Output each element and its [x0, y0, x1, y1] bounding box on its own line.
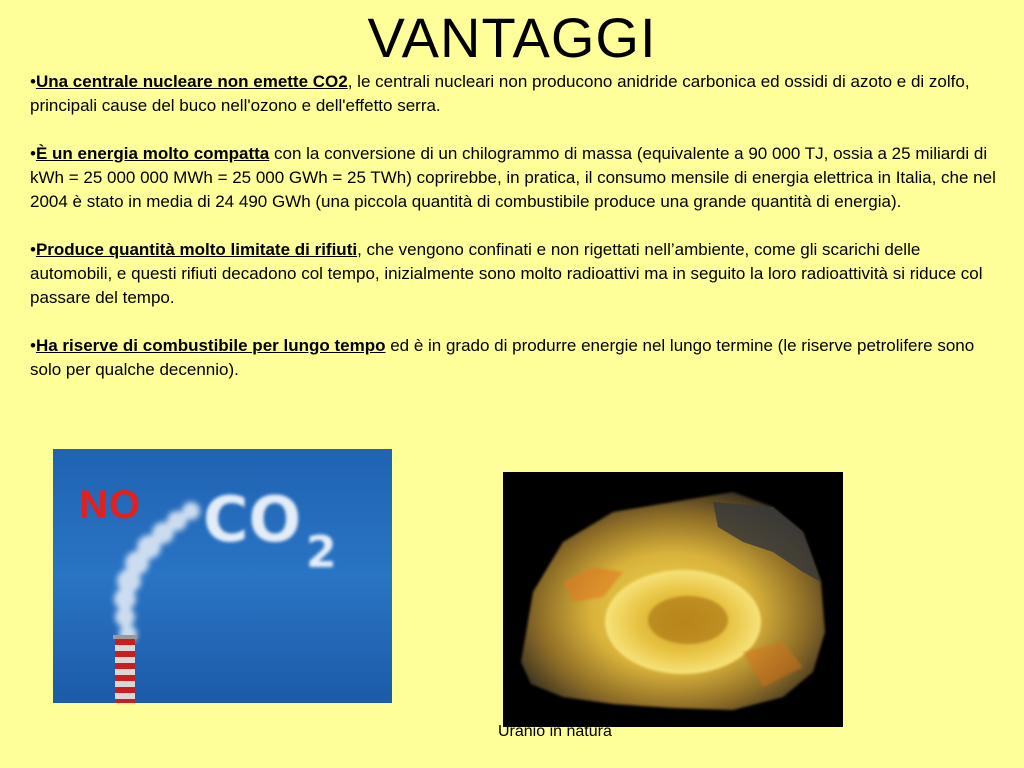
bullet-headline: Una centrale nucleare non emette CO2 [35, 72, 348, 91]
bullet-marker: • [30, 336, 36, 355]
bullet-item [30, 70, 998, 118]
bullet-text: , le centrali nucleari non producono anidride carbonica ed ossidi di azoto e di zolfo, principali cause del buco nell'ozono e dell'effetto serra. [30, 72, 970, 115]
bullet-item [30, 142, 998, 214]
bullet-marker: • [30, 72, 36, 91]
bullet-item [30, 334, 998, 382]
bullet-marker: • [30, 144, 36, 163]
bullet-text: con la conversione di un chilogrammo di massa (equivalente a 90 000 TJ, ossia a 25 miliardi di kWh = 25 000 000 MWh = 25 000 GWh = 25 TWh) coprirebbe, in pratica, il consumo mensile di energia elettrica in Italia, che nel 2004 è stato in media di 24 490 GWh (una piccola quantità di combustibile produce una grande quantità di energia). [30, 144, 996, 211]
bullet-headline: È un energia molto compatta [35, 144, 270, 163]
bullet-marker: • [30, 240, 36, 259]
bullet-text: , che vengono confinati e non rigettati nell’ambiente, come gli scarichi delle automobili, e questi rifiuti decadono col tempo, inizialmente sono molto radioattivi ma in seguito la loro radioattività si riduce col passare del tempo. [30, 240, 983, 307]
uranium-rock-illustration [503, 472, 843, 727]
bullet-text: ed è in grado di produrre energie nel lungo termine (le riserve petrolifere sono solo per qualche decennio). [30, 336, 975, 379]
co2-smokestack-image [53, 449, 392, 703]
bullet-headline: Ha riserve di combustibile per lungo tempo [35, 336, 386, 355]
bullet-headline: Produce quantità molto limitate di rifiuti [35, 240, 358, 259]
co2-cloud-subscript: 2 [306, 527, 337, 578]
bullet-item [30, 238, 998, 310]
uranium-caption: Uranio in natura [498, 723, 612, 740]
co2-cloud-text: CO [203, 483, 302, 556]
bullet-list [30, 70, 998, 406]
slide-title: VANTAGGI [367, 6, 657, 69]
uranium-rock-image [503, 472, 843, 727]
no-label: NO [79, 483, 141, 527]
chimney [113, 635, 137, 703]
